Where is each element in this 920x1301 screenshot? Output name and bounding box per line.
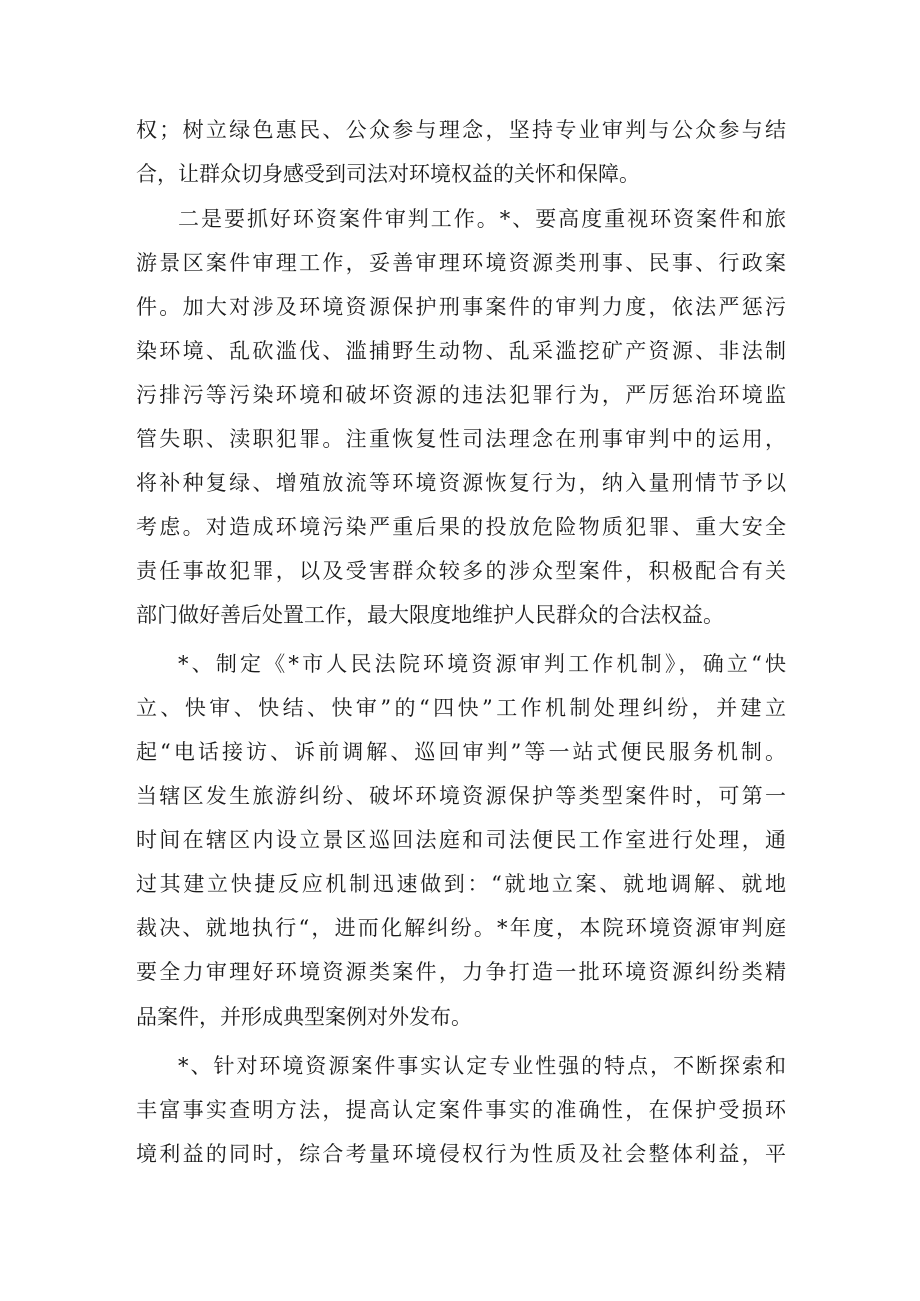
text-line: 考虑。对造成环境污染严重后果的投放危险物质犯罪、重大安全 xyxy=(136,515,786,539)
text-line: 要全力审理好环境资源类案件，力争打造一批环境资源纠纷类精 xyxy=(136,960,786,984)
text-line: 游景区案件审理工作，妥善审理环境资源类刑事、民事、行政案 xyxy=(136,251,786,275)
paragraph-start-line: *、针对环境资源案件事实认定专业性强的特点，不断探索和 xyxy=(178,1054,786,1078)
paragraph-start-line: *、制定《*市人民法院环境资源审判工作机制》，确立“快 xyxy=(178,652,786,676)
text-line: 当辖区发生旅游纠纷、破坏环境资源保护等类型案件时，可第一 xyxy=(136,784,786,808)
text-line: 过其建立快捷反应机制迅速做到：“就地立案、就地调解、就地 xyxy=(136,872,786,896)
text-line: 裁决、就地执行“，进而化解纠纷。*年度，本院环境资源审判庭 xyxy=(136,916,786,940)
text-line: 合，让群众切身感受到司法对环境权益的关怀和保障。 xyxy=(136,162,640,186)
paragraph-start-line: 二是要抓好环资案件审判工作。*、要高度重视环资案件和旅 xyxy=(178,207,786,231)
text-line: 起“电话接访、诉前调解、巡回审判”等一站式便民服务机制。 xyxy=(136,740,786,764)
text-line: 责任事故犯罪，以及受害群众较多的涉众型案件，积极配合有关 xyxy=(136,559,786,583)
text-line: 污排污等污染环境和破坏资源的违法犯罪行为，严厉惩治环境监 xyxy=(136,383,786,407)
text-line: 将补种复绿、增殖放流等环境资源恢复行为，纳入量刑情节予以 xyxy=(136,471,786,495)
text-line: 时间在辖区内设立景区巡回法庭和司法便民工作室进行处理，通 xyxy=(136,828,786,852)
text-line: 染环境、乱砍滥伐、滥捕野生动物、乱采滥挖矿产资源、非法制 xyxy=(136,339,786,363)
text-line: 丰富事实查明方法，提高认定案件事实的准确性，在保护受损环 xyxy=(136,1098,786,1122)
text-line: 立、快审、快结、快审”的“四快”工作机制处理纠纷，并建立 xyxy=(136,696,786,720)
text-line: 境利益的同时，综合考量环境侵权行为性质及社会整体利益，平 xyxy=(136,1142,786,1166)
text-line: 品案件，并形成典型案例对外发布。 xyxy=(136,1005,472,1029)
text-line: 件。加大对涉及环境资源保护刑事案件的审判力度，依法严惩污 xyxy=(136,295,786,319)
text-line: 权；树立绿色惠民、公众参与理念，坚持专业审判与公众参与结 xyxy=(136,118,786,142)
text-line: 部门做好善后处置工作，最大限度地维护人民群众的合法权益。 xyxy=(136,603,724,627)
text-line: 管失职、渎职犯罪。注重恢复性司法理念在刑事审判中的运用， xyxy=(136,427,786,451)
